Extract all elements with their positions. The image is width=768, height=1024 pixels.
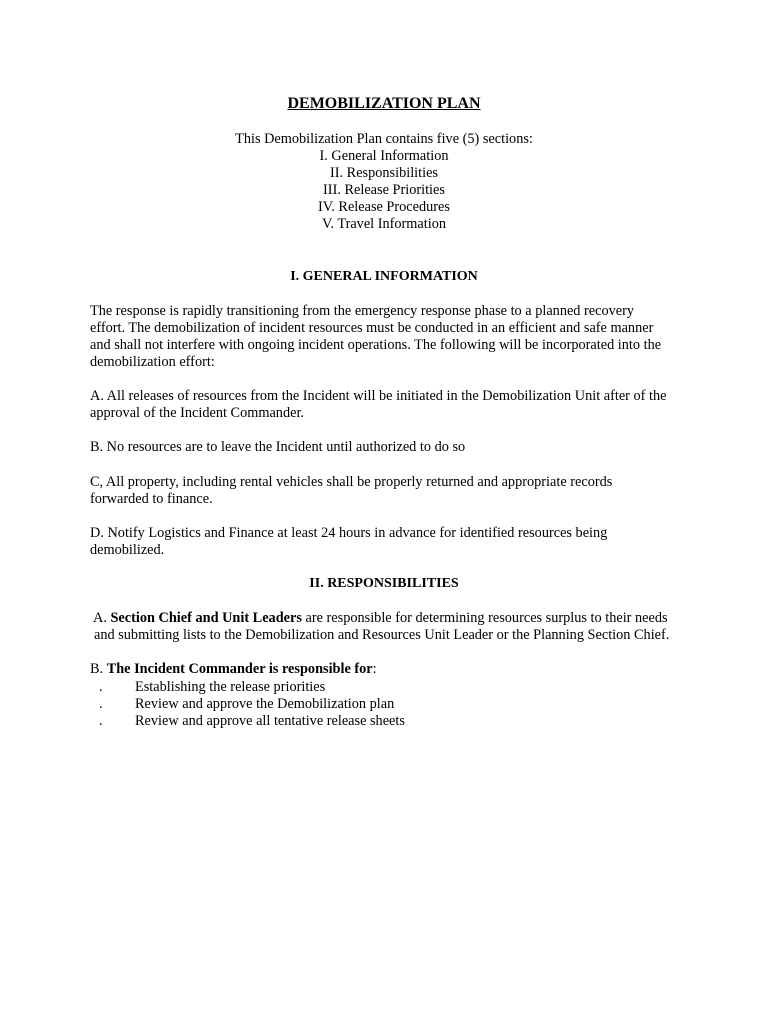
bullet-marker: . (99, 679, 103, 695)
item-b-paragraph (90, 439, 690, 456)
paragraph-line (93, 610, 693, 627)
responsibilities-heading: II. RESPONSIBILITIES (309, 576, 459, 591)
item-prefix: B. (90, 661, 107, 677)
list-item-text: Establishing the release priorities (135, 679, 326, 695)
list-item-text: Review and approve all tentative release sheets (135, 713, 405, 729)
paragraph-line: C, All property, including rental vehicles shall be properly returned and appropriate records (90, 474, 613, 490)
list-item-text: Review and approve the Demobilization plan (135, 696, 395, 712)
list-item (90, 679, 690, 696)
paragraph-line: demobilized. (90, 542, 165, 558)
general-information-paragraph (90, 303, 690, 371)
item-prefix: A. (93, 610, 111, 626)
bullet-marker: . (99, 696, 103, 712)
section-list-item: III. Release Priorities (323, 182, 445, 198)
list-item (90, 713, 690, 730)
item-c-paragraph (90, 474, 690, 508)
item-a-paragraph (90, 388, 690, 422)
paragraph-line: demobilization effort: (90, 354, 215, 370)
bold-role: The Incident Commander is responsible for (106, 661, 373, 677)
paragraph-line: effort. The demobilization of incident resources must be conducted in an efficient and safe manner (90, 320, 654, 336)
incident-commander-duties-list (90, 679, 690, 730)
section-list-item: IV. Release Procedures (318, 199, 450, 215)
paragraph-line: approval of the Incident Commander. (90, 405, 304, 421)
section-list-item: I. General Information (319, 148, 449, 164)
paragraph-line: forwarded to finance. (90, 491, 213, 507)
list-item (90, 696, 690, 713)
paragraph-line: and shall not interfere with ongoing incident operations. The following will be incorporated into the (90, 337, 662, 353)
paragraph-line: The response is rapidly transitioning from the emergency response phase to a planned recovery (90, 303, 635, 319)
responsibility-a-paragraph (93, 610, 693, 644)
bullet-marker: . (99, 713, 103, 729)
responsibility-b-paragraph (90, 661, 690, 678)
intro-line: This Demobilization Plan contains five (5) sections: (235, 131, 533, 147)
section-list-item: V. Travel Information (321, 216, 447, 232)
bold-role: Section Chief and Unit Leaders (110, 610, 302, 626)
section-list (0, 131, 768, 233)
paragraph-line (90, 661, 690, 678)
section-list-item: II. Responsibilities (329, 165, 438, 181)
document-title: DEMOBILIZATION PLAN (287, 95, 481, 112)
paragraph-line: B. No resources are to leave the Incident until authorized to do so (90, 439, 466, 455)
line-text: are responsible for determining resources surplus to their needs (301, 610, 668, 626)
paragraph-line: and submitting lists to the Demobilization and Resources Unit Leader or the Planning Section Chief. (94, 627, 670, 643)
line-suffix: : (372, 661, 377, 677)
item-d-paragraph (90, 525, 690, 559)
general-information-heading: I. GENERAL INFORMATION (290, 269, 478, 284)
paragraph-line: A. All releases of resources from the Incident will be initiated in the Demobilization Unit after of the (90, 388, 667, 404)
paragraph-line: D. Notify Logistics and Finance at least 24 hours in advance for identified resources being (90, 525, 608, 541)
